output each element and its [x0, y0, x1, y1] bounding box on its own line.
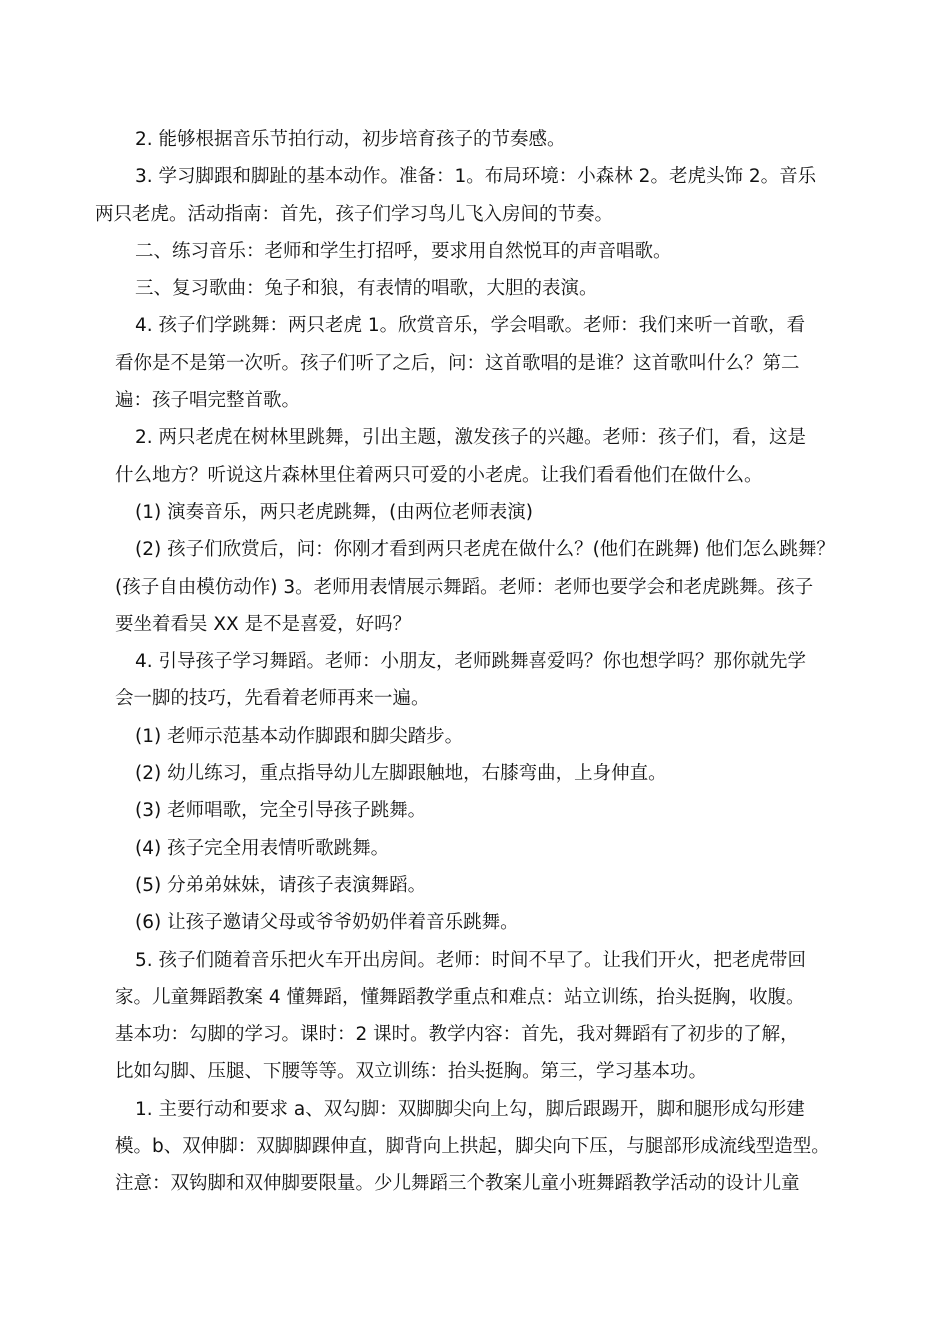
paragraph-6: [115, 419, 837, 494]
paragraph-11: [115, 755, 837, 792]
paragraph-3: [115, 233, 837, 270]
text-line: (1) 老师示范基本动作脚跟和脚尖踏步。: [135, 725, 464, 747]
text-line: 要坐着看吴 XX 是不是喜爱，好吗？: [115, 613, 412, 635]
paragraph-5: [115, 307, 837, 419]
document-body: [95, 121, 837, 1203]
text-line: (4) 孩子完全用表情听歌跳舞。: [135, 837, 390, 859]
text-line: (5) 分弟弟妹妹，请孩子表演舞蹈。: [135, 874, 427, 896]
text-line: (孩子自由模仿动作) 3。老师用表情展示舞蹈。老师：老师也要学会和老虎跳舞。孩子: [115, 576, 814, 598]
text-line: 3. 学习脚跟和脚趾的基本动作。准备：1。布局环境：小森林 2。老虎头饰 2。音乐: [135, 166, 817, 188]
text-line: (2) 幼儿练习，重点指导幼儿左脚跟触地，右膝弯曲，上身伸直。: [135, 763, 667, 785]
text-line: 看你是不是第一次听。孩子们听了之后，问：这首歌唱的是谁？这首歌叫什么？第二: [115, 352, 800, 374]
text-line: 模。b、双伸脚：双脚脚踝伸直，脚背向上拱起，脚尖向下压，与腿部形成流线型造型。: [115, 1136, 830, 1158]
text-line: 什么地方？听说这片森林里住着两只可爱的小老虎。让我们看看他们在做什么。: [115, 464, 763, 486]
text-line: 1. 主要行动和要求 a、双勾脚：双脚脚尖向上勾，脚后跟踢开，脚和腿形成勾形建: [135, 1098, 805, 1120]
text-line: 家。儿童舞蹈教案 4 懂舞蹈，懂舞蹈教学重点和难点：站立训练，抬头挺胸，收腹。: [115, 986, 805, 1008]
text-line: 2. 能够根据音乐节拍行动，初步培育孩子的节奏感。: [135, 129, 566, 150]
text-line: 二、练习音乐：老师和学生打招呼，要求用自然悦耳的声音唱歌。: [135, 240, 672, 262]
text-line: (2) 孩子们欣赏后，问：你刚才看到两只老虎在做什么？(他们在跳舞) 他们怎么跳舞？: [135, 539, 835, 561]
paragraph-1: [115, 121, 837, 158]
text-line: 遍：孩子唱完整首歌。: [115, 390, 301, 412]
text-line: (1) 演奏音乐，两只老虎跳舞，(由两位老师表演): [135, 501, 534, 523]
text-line: 会一脚的技巧，先看着老师再来一遍。: [115, 688, 430, 710]
text-line: 5. 孩子们随着音乐把火车开出房间。老师：时间不早了。让我们开火，把老虎带回: [135, 949, 807, 971]
paragraph-16: [115, 942, 837, 1091]
text-line: (6) 让孩子邀请父母或爷爷奶奶伴着音乐跳舞。: [135, 912, 519, 934]
text-line: 三、复习歌曲：兔子和狼，有表情的唱歌，大胆的表演。: [135, 278, 598, 300]
paragraph-14: [115, 867, 837, 904]
paragraph-17: [115, 1091, 837, 1203]
paragraph-8: [115, 531, 837, 643]
text-line: 基本功：勾脚的学习。课时：2 课时。教学内容：首先，我对舞蹈有了初步的了解，: [115, 1024, 799, 1046]
text-line: 2. 两只老虎在树林里跳舞，引出主题，激发孩子的兴趣。老师：孩子们，看，这是: [135, 427, 807, 449]
text-line: 4. 孩子们学跳舞：两只老虎 1。欣赏音乐，学会唱歌。老师：我们来听一首歌，看: [135, 315, 806, 337]
paragraph-2: [95, 158, 837, 233]
paragraph-12: [115, 792, 837, 829]
paragraph-4: [115, 270, 837, 307]
paragraph-10: [115, 718, 837, 755]
paragraph-7: [115, 494, 837, 531]
paragraph-9: [115, 643, 837, 718]
paragraph-15: [115, 904, 837, 941]
text-line: 两只老虎。活动指南：首先，孩子们学习鸟儿飞入房间的节奏。: [95, 203, 614, 225]
text-line: 4. 引导孩子学习舞蹈。老师：小朋友，老师跳舞喜爱吗？你也想学吗？那你就先学: [135, 651, 807, 673]
text-line: 注意：双钩脚和双伸脚要限量。少儿舞蹈三个教案儿童小班舞蹈教学活动的设计儿童: [115, 1173, 800, 1195]
paragraph-13: [115, 830, 837, 867]
text-line: (3) 老师唱歌，完全引导孩子跳舞。: [135, 800, 427, 822]
text-line: 比如勾脚、压腿、下腰等等。双立训练：抬头挺胸。第三，学习基本功。: [115, 1061, 708, 1083]
